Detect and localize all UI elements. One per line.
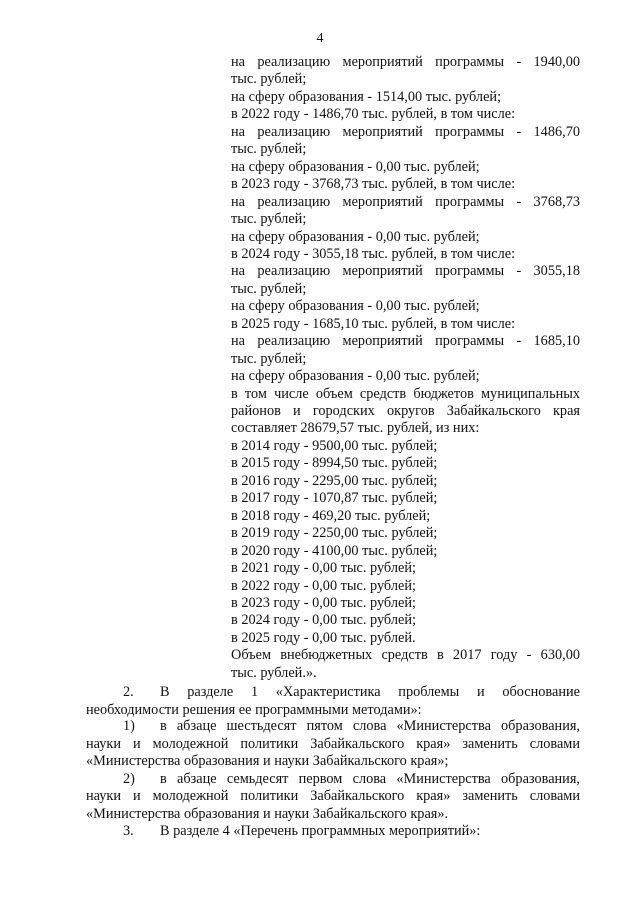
column-line: в 2017 году - 1070,87 тыс. рублей; — [231, 490, 438, 507]
subitem-1-second-line: науки и молодежной политики Забайкальского края» заменить словами — [86, 736, 580, 752]
column-line: в 2024 году - 3055,18 тыс. рублей, в том числе: — [231, 245, 516, 262]
column-line: в 2025 году - 0,00 тыс. рублей. — [231, 629, 416, 646]
subitem-1-number: 1) — [123, 718, 135, 734]
column-line: тыс. рублей.». — [231, 664, 317, 681]
column-line: на реализацию мероприятий программы - 3768,73 — [231, 193, 580, 210]
item-3-text: В разделе 4 «Перечень программных мероприятий»: — [160, 823, 481, 839]
column-line: Объем внебюджетных средств в 2017 году - 630,00 — [231, 647, 580, 664]
column-line: на сферу образования - 0,00 тыс. рублей; — [231, 228, 480, 245]
column-line: в 2023 году - 3768,73 тыс. рублей, в том числе: — [231, 176, 516, 193]
subitem-2-third-line: «Министерства образования и науки Забайкальского края». — [86, 806, 449, 822]
subitem-2-second-line: науки и молодежной политики Забайкальского края» заменить словами — [86, 788, 580, 804]
column-line: тыс. рублей; — [231, 141, 307, 158]
column-line: в 2022 году - 1486,70 тыс. рублей, в том числе: — [231, 106, 516, 123]
column-line: в 2019 году - 2250,00 тыс. рублей; — [231, 525, 438, 542]
column-line: в 2025 году - 1685,10 тыс. рублей, в том числе: — [231, 315, 516, 332]
subitem-2-number: 2) — [123, 771, 135, 787]
column-line: составляет 28679,57 тыс. рублей, из них: — [231, 420, 480, 437]
page-number: 4 — [316, 31, 324, 46]
column-line: в 2014 году - 9500,00 тыс. рублей; — [231, 437, 438, 454]
column-line: в 2024 году - 0,00 тыс. рублей; — [231, 612, 416, 629]
column-line: в 2016 году - 2295,00 тыс. рублей; — [231, 472, 438, 489]
item-2-number: 2. — [123, 684, 134, 700]
column-line: на сферу образования - 0,00 тыс. рублей; — [231, 368, 480, 385]
column-line: в том числе объем средств бюджетов муниципальных — [231, 385, 580, 402]
column-line: тыс. рублей; — [231, 280, 307, 297]
column-line: на реализацию мероприятий программы - 1486,70 — [231, 123, 580, 140]
subitem-1-third-line: «Министерства образования и науки Забайкальского края»; — [86, 753, 449, 769]
column-line: в 2021 году - 0,00 тыс. рублей; — [231, 560, 416, 577]
column-line: на реализацию мероприятий программы - 1685,10 — [231, 333, 580, 350]
column-line: тыс. рублей; — [231, 211, 307, 228]
item-2-second-line: необходимости решения ее программными методами»: — [86, 702, 422, 718]
column-line: на сферу образования - 0,00 тыс. рублей; — [231, 158, 480, 175]
column-line: тыс. рублей; — [231, 71, 307, 88]
column-line: в 2015 году - 8994,50 тыс. рублей; — [231, 455, 438, 472]
column-line: на реализацию мероприятий программы - 1940,00 — [231, 54, 580, 70]
subitem-2-first-line: в абзаце семьдесят первом слова «Министерства образования, — [160, 771, 580, 787]
column-line: на сферу образования - 1514,00 тыс. рублей; — [231, 88, 502, 105]
subitem-1-first-line: в абзаце шестьдесят пятом слова «Министерства образования, — [160, 718, 580, 734]
item-2-first-line: В разделе 1 «Характеристика проблемы и обоснование — [160, 684, 580, 700]
column-line: в 2018 году - 469,20 тыс. рублей; — [231, 507, 431, 524]
column-line: на сферу образования - 0,00 тыс. рублей; — [231, 298, 480, 315]
column-line: в 2023 году - 0,00 тыс. рублей; — [231, 594, 416, 611]
item-3-number: 3. — [123, 823, 134, 839]
column-line: тыс. рублей; — [231, 350, 307, 367]
column-line: районов и городских округов Забайкальского края — [231, 403, 580, 419]
column-line: в 2022 году - 0,00 тыс. рублей; — [231, 577, 416, 594]
column-line: в 2020 году - 4100,00 тыс. рублей; — [231, 542, 438, 559]
column-line: на реализацию мероприятий программы - 3055,18 — [231, 263, 580, 280]
